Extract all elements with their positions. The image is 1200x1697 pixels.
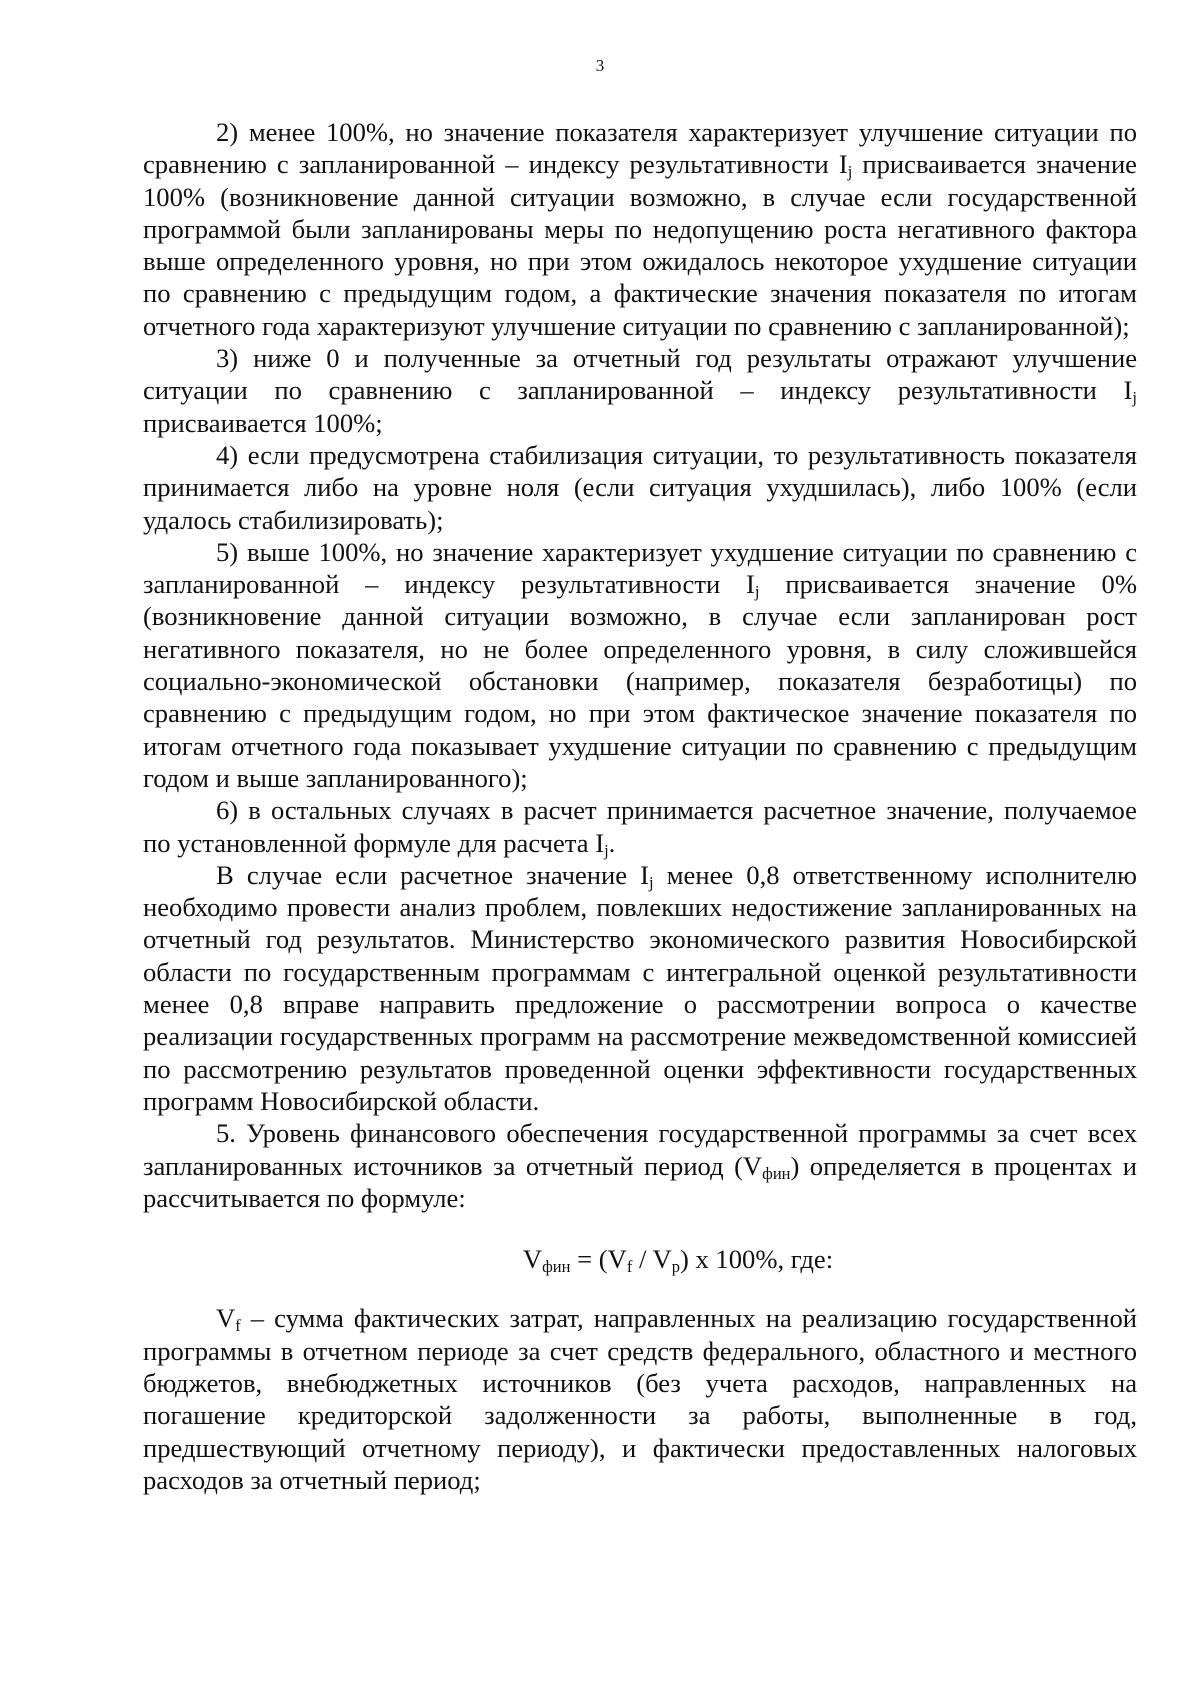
list-item-2 <box>143 116 1137 342</box>
formula-part: ) x 100%, где: <box>679 1244 834 1275</box>
paragraph-vf-definition <box>143 1302 1137 1496</box>
list-item-4: 4) если предусмотрена стабилизация ситуации, то результативность показателя принимается либо на уровне ноля (если ситуация ухудшилась), либо 100% (если удалось стабилизировать); <box>143 439 1137 535</box>
text-run: присваивается значение 0% (возникновение данной ситуации возможно, в случае если запланирован рост негативного показателя, но не более определенного уровня, в силу сложившейся социально-экономической обстановки (например, показателя безработицы) по сравнению с предыдущим годом, но при этом фактическое значение показателя по итогам отчетного года показывает ухудшение ситуации по сравнению с предыдущим годом и выше запланированного); <box>143 569 1137 793</box>
text-run: присваивается 100%; <box>143 407 383 438</box>
list-item-3 <box>143 342 1137 439</box>
text-run: V <box>216 1303 236 1334</box>
formula-part: = (V <box>570 1244 627 1275</box>
text-run: . <box>608 827 616 858</box>
subscript: f <box>626 1257 633 1277</box>
formula-part: / V <box>632 1244 672 1275</box>
text-run: присваивается значение 100% (возникновение данной ситуации возможно, в случае если государственной программой были запланированы меры по недопущению роста негативного фактора выше определенного уровня, но при этом ожидалось некоторое ухудшение ситуации по сравнению с предыдущим годом, а фактические значения показателя по итогам отчетного года характеризуют улучшение ситуации по сравнению с запланированной); <box>143 149 1137 341</box>
formula-part: V <box>522 1244 543 1275</box>
text-run: 2) менее 100%, но значение показателя характеризует улучшение ситуации по сравнению с запланированной – индексу результативности I <box>143 117 1137 180</box>
subscript: фин <box>542 1257 571 1277</box>
paragraph-analysis <box>143 859 1137 1117</box>
paragraph-section-5 <box>143 1117 1137 1214</box>
text-run: менее 0,8 ответственному исполнителю необходимо провести анализ проблем, повлекших недостижение запланированных на отчетный год результатов. Министерство экономического развития Новосибирской области по государственным программам с интегральной оценкой результативности менее 0,8 вправе направить предложение о рассмотрении вопроса о качестве реализации государственных программ на рассмотрение межведомственной комиссией по рассмотрению результатов проведенной оценки эффективности государственных программ Новосибирской области. <box>143 859 1137 1116</box>
list-item-6 <box>143 794 1137 859</box>
text-run: ) определяется в процентах и рассчитывается по формуле: <box>143 1150 1137 1213</box>
subscript: f <box>235 1316 241 1336</box>
page-number: 3 <box>595 56 605 75</box>
text-run: 3) ниже 0 и полученные за отчетный год результаты отражают улучшение ситуации по сравнению с запланированной – индексу результативности I <box>143 343 1137 406</box>
text-run: В случае если расчетное значение I <box>216 859 650 890</box>
text-run: 5) выше 100%, но значение характеризует ухудшение ситуации по сравнению с запланированной – индексу результативности I <box>143 536 1137 600</box>
document-body <box>143 116 1137 1496</box>
text-run: 6) в остальных случаях в расчет принимается расчетное значение, получаемое по установленной формуле для расчета I <box>143 795 1137 858</box>
subscript: j <box>649 872 654 892</box>
formula <box>143 1243 1137 1275</box>
subscript: j <box>604 840 609 860</box>
subscript: j <box>1132 388 1137 408</box>
subscript: p <box>671 1257 680 1277</box>
text-run: – сумма фактических затрат, направленных на реализацию государственной программы в отчетном периоде за счет средств федерального, областного и местного бюджетов, внебюджетных источников (без учета расходов, направленных на погашение кредиторской задолженности за работы, выполненные в год, предшествующий отчетному периоду), и фактически предоставленных налоговых расходов за отчетный период; <box>143 1303 1137 1495</box>
text-run: 5. Уровень финансового обеспечения государственной программы за счет всех запланированных источников за отчетный период (V <box>143 1118 1137 1181</box>
subscript: j <box>847 162 853 182</box>
list-item-5 <box>143 536 1137 794</box>
subscript: фин <box>762 1163 791 1183</box>
subscript: j <box>754 582 760 602</box>
